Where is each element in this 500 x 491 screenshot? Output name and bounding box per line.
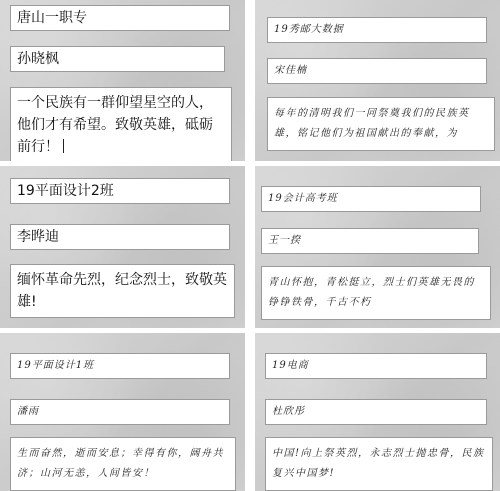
message-field[interactable]: 生而奋然，逝而安息；幸得有你，阔舟共济；山河无恙，人间皆安！ bbox=[10, 437, 236, 491]
message-text: 一个民族有一群仰望星空的人，他们才有希望。致敬英雄，砥砺前行！ bbox=[17, 95, 213, 155]
student-name-field[interactable]: 孙晓枫 bbox=[10, 46, 225, 72]
message-field[interactable]: 中国!向上祭英烈，永志烈士抛忠骨，民族复兴中国梦! bbox=[265, 437, 493, 491]
message-card bbox=[255, 333, 500, 491]
message-card bbox=[0, 333, 245, 491]
class-name-field[interactable]: 19平面设计2班 bbox=[10, 178, 230, 204]
message-field[interactable]: 每年的清明我们一同祭奠我们的民族英雄，铭记他们为祖国献出的奉献，为 bbox=[267, 97, 495, 151]
class-name-field[interactable]: 19会计高考班 bbox=[261, 186, 481, 212]
class-name-field[interactable]: 19秀邮大数据 bbox=[267, 17, 487, 43]
class-name-field[interactable]: 唐山一职专 bbox=[10, 5, 230, 31]
text-caret bbox=[63, 139, 64, 153]
message-field[interactable] bbox=[10, 87, 232, 161]
student-name-field[interactable]: 潘雨 bbox=[10, 399, 230, 425]
student-name-field[interactable]: 宋佳楠 bbox=[267, 58, 487, 84]
message-card bbox=[0, 166, 245, 328]
message-field[interactable]: 缅怀革命先烈，纪念烈士，致敬英雄! bbox=[10, 264, 235, 318]
student-name-field[interactable]: 王一揆 bbox=[261, 228, 479, 254]
message-card bbox=[255, 166, 500, 328]
message-card bbox=[255, 0, 500, 161]
message-field[interactable]: 青山怀抱，青松挺立，烈士们英雄无畏的铮铮铁骨，千古不朽 bbox=[261, 266, 491, 320]
class-name-field[interactable]: 19电商 bbox=[265, 353, 487, 379]
student-name-field[interactable]: 杜欣彤 bbox=[265, 399, 487, 425]
class-name-field[interactable]: 19平面设计1班 bbox=[10, 353, 230, 379]
student-name-field[interactable]: 李晔迪 bbox=[10, 224, 230, 250]
message-card bbox=[0, 0, 245, 161]
